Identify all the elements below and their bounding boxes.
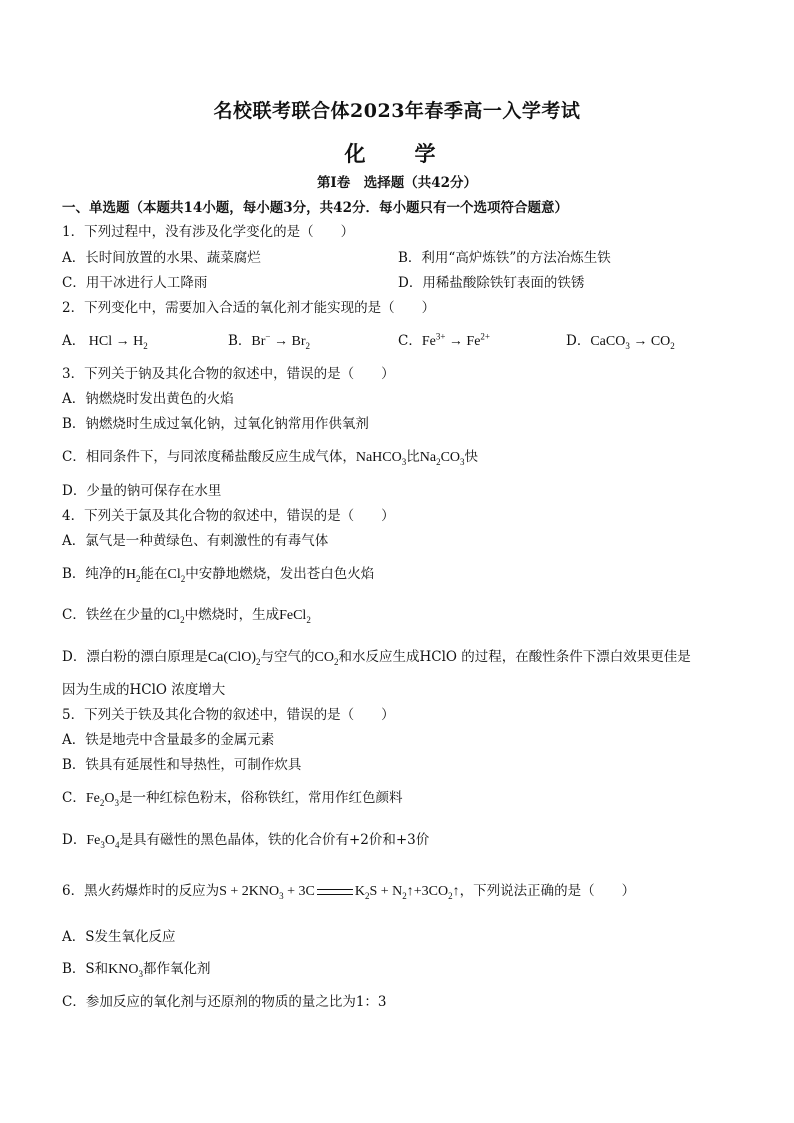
q5-option-b: B．铁具有延展性和导热性，可制作炊具 [62,757,302,773]
section-heading: 一、单选题（本题共14小题，每小题3分，共42分．每小题只有一个选项符合题意） [62,200,568,216]
q1-option-d: D．用稀盐酸除铁钉表面的铁锈 [398,275,585,291]
q4-option-b: B．纯净的$H_2$能在$Cl_2$中安静地燃烧，发出苍白色火焰 [62,566,375,584]
q2-option-d: D．CaCO$_3$ → $CO_2$ [566,333,675,351]
volume-heading: 第Ⅰ卷 选择题（共42分） [316,175,478,191]
q6-option-c: C．参加反应的氧化剂与还原剂的物质的量之比为1：3 [62,994,387,1010]
q4-stem: 4．下列关于氯及其化合物的叙述中，错误的是（ ） [62,508,395,524]
q2-option-c: C．$Fe^{3+} \to Fe^{2+}$ [398,331,490,349]
q3-option-d: D．少量的钠可保存在水里 [62,483,222,499]
exam-title: 名校联考联合体2023年春季高一入学考试 [213,100,581,122]
q4-option-a: A．氯气是一种黄绿色、有刺激性的有毒气体 [62,533,329,549]
q5-stem: 5．下列关于铁及其化合物的叙述中，错误的是（ ） [62,707,395,723]
q1-stem: 1．下列过程中，没有涉及化学变化的是（ ） [62,224,355,240]
q6-option-b: B．S和$KNO_3$都作氧化剂 [62,961,211,979]
q2-option-b: B．$Br^- \to Br_2$ [228,331,310,351]
q4-option-d-cont: 因为生成的HClO 浓度增大 [62,682,226,698]
q1-option-b: B．利用“高炉炼铁”的方法冶炼生铁 [398,250,611,266]
q5-option-d: D．$Fe_3O_4$是具有磁性的黑色晶体，铁的化合价有+2价和+3价 [62,832,430,850]
q2-option-a: A． HCl → $H_2$ [62,333,148,351]
q2-stem: 2．下列变化中，需要加入合适的氧化剂才能实现的是（ ） [62,300,436,316]
subject-title: 化 学 [344,141,450,166]
q5-option-a: A．铁是地壳中含量最多的金属元素 [62,732,275,748]
q3-option-b: B．钠燃烧时生成过氧化钠，过氧化钠常用作供氧剂 [62,416,369,432]
equation-equals-sign [317,889,353,895]
q3-stem: 3．下列关于钠及其化合物的叙述中，错误的是（ ） [62,366,395,382]
q4-option-d: D．漂白粉的漂白原理是$Ca(ClO)_2$与空气的$CO_2$和水反应生成HClO 的过程，在酸性条件下漂白效果更佳是 [62,649,691,667]
q5-option-c: C．$Fe_2O_3$是一种红棕色粉末，俗称铁红，常用作红色颜料 [62,790,403,808]
q4-option-c: C．铁丝在少量的$Cl_2$中燃烧时，生成FeCl$_2$ [62,607,311,625]
q1-option-c: C．用干冰进行人工降雨 [62,275,208,291]
q6-stem: 6．黑火药爆炸时的反应为$S + 2KNO_3 + 3C$ $K_2S$ + $N_2↑+3CO_2↑$，下列说法正确的是（ ） [62,883,636,901]
q3-option-a: A．钠燃烧时发出黄色的火焰 [62,391,234,407]
q6-option-a: A．S发生氧化反应 [62,929,176,945]
q1-option-a: A．长时间放置的水果、蔬菜腐烂 [62,250,261,266]
q3-option-c: C．相同条件下，与同浓度稀盐酸反应生成气体，NaHCO$_3$比$Na_2CO_3$快 [62,449,479,467]
